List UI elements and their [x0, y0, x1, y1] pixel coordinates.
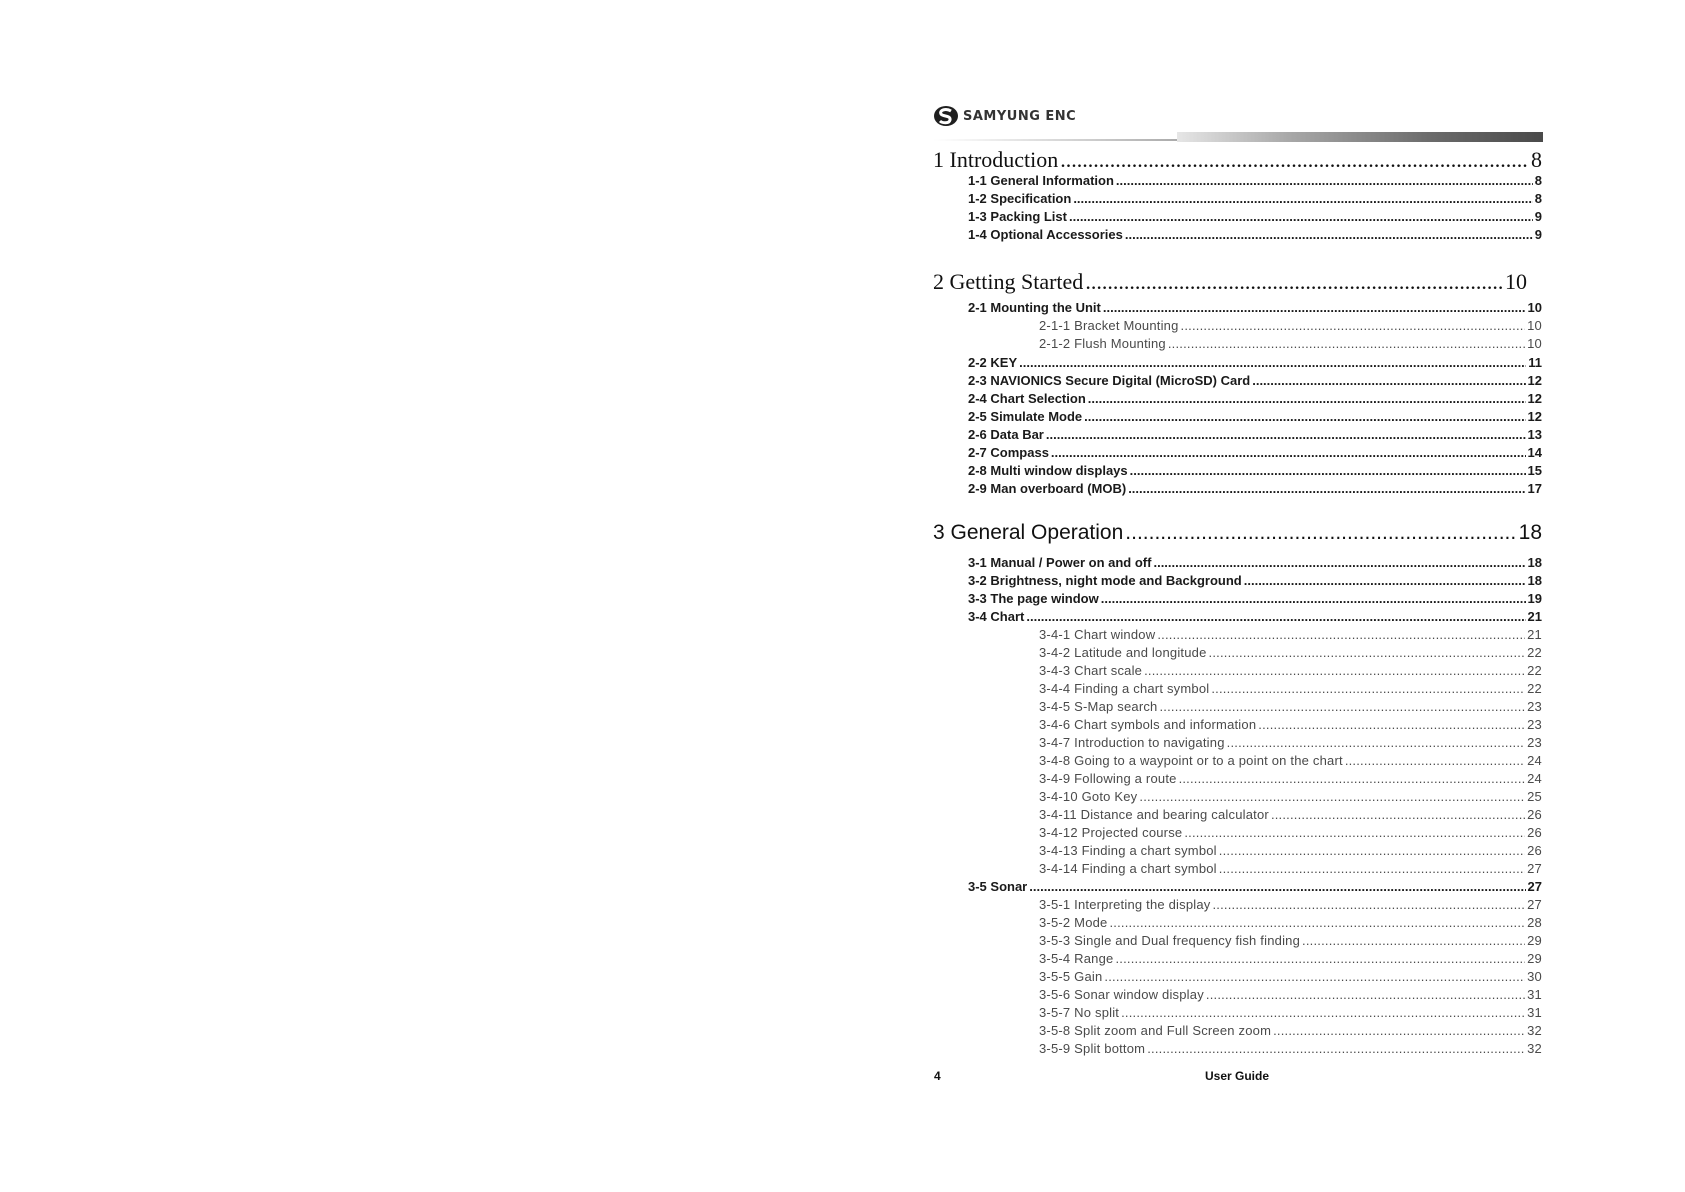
- toc-section[interactable]: [968, 409, 1542, 426]
- dot-leader: [1147, 1041, 1525, 1056]
- toc-section[interactable]: [968, 391, 1542, 408]
- toc-section-page-number: 14: [1527, 445, 1542, 460]
- dot-leader: [1109, 915, 1525, 930]
- toc-section-label: 3-2 Brightness, night mode and Background: [968, 573, 1242, 588]
- toc-subsection[interactable]: [1039, 717, 1542, 734]
- dot-leader: [1029, 879, 1525, 894]
- toc-section-label: 2-3 NAVIONICS Secure Digital (MicroSD) Card: [968, 373, 1251, 388]
- toc-subsection[interactable]: [1039, 318, 1542, 335]
- dot-leader: [1069, 209, 1533, 224]
- toc-subsection[interactable]: [1039, 861, 1542, 878]
- toc-section-page-number: 13: [1527, 427, 1542, 442]
- toc-subsection-page-number: 22: [1527, 681, 1542, 696]
- dot-leader: [1212, 897, 1525, 912]
- toc-section[interactable]: [968, 191, 1542, 208]
- toc-subsection-label: 2-1-2 Flush Mounting: [1039, 336, 1166, 351]
- toc-section-page-number: 12: [1527, 409, 1542, 424]
- toc-subsection-page-number: 29: [1527, 933, 1542, 948]
- footer-page-number: 4: [934, 1069, 941, 1083]
- toc-subsection-page-number: 22: [1527, 663, 1542, 678]
- toc-section-label: 3-4 Chart: [968, 609, 1025, 624]
- dot-leader: [1115, 951, 1525, 966]
- toc-section-page-number: 18: [1527, 573, 1542, 588]
- dot-leader: [1088, 391, 1526, 406]
- toc-subsection-label: 3-5-7 No split: [1039, 1005, 1120, 1020]
- toc-section-label: 2-6 Data Bar: [968, 427, 1044, 442]
- toc-section-label: 3-1 Manual / Power on and off: [968, 555, 1152, 570]
- toc-subsection-page-number: 21: [1527, 627, 1542, 642]
- toc-chapter-label: 1 Introduction: [933, 147, 1059, 172]
- toc-section-page-number: 15: [1527, 463, 1542, 478]
- toc-subsection[interactable]: [1039, 843, 1542, 860]
- logo-text: SAMYUNG ENC: [963, 108, 1077, 124]
- dot-leader: [1211, 681, 1525, 696]
- toc-subsection[interactable]: [1039, 825, 1542, 842]
- dot-leader: [1252, 373, 1525, 388]
- toc-subsection[interactable]: [1039, 1023, 1542, 1040]
- dot-leader: [1121, 1005, 1525, 1020]
- toc-section[interactable]: [968, 573, 1542, 590]
- toc-section-label: 2-9 Man overboard (MOB): [968, 481, 1127, 496]
- toc-section-page-number: 11: [1528, 355, 1542, 370]
- toc-subsection-label: 3-4-11 Distance and bearing calculator: [1039, 807, 1269, 822]
- dot-leader: [1125, 227, 1533, 242]
- toc-subsection-page-number: 31: [1527, 1005, 1542, 1020]
- toc-section-page-number: 21: [1527, 609, 1542, 624]
- toc-section-label: 1-3 Packing List: [968, 209, 1067, 224]
- toc-section-page-number: 10: [1527, 300, 1542, 315]
- toc-subsection-label: 3-4-3 Chart scale: [1039, 663, 1143, 678]
- dot-leader: [1181, 318, 1526, 333]
- dot-leader: [1139, 789, 1525, 804]
- dot-leader: [1206, 987, 1525, 1002]
- toc-section-page-number: 12: [1527, 391, 1542, 406]
- toc-section[interactable]: [968, 445, 1542, 462]
- dot-leader: [1153, 555, 1525, 570]
- toc-subsection-label: 3-4-14 Finding a chart symbol: [1039, 861, 1217, 876]
- toc-subsection-label: 3-5-4 Range: [1039, 951, 1114, 966]
- toc-section-label: 2-8 Multi window displays: [968, 463, 1128, 478]
- toc-section[interactable]: [968, 209, 1542, 226]
- toc-section-label: 1-4 Optional Accessories: [968, 227, 1123, 242]
- toc-subsection-page-number: 23: [1527, 735, 1542, 750]
- toc-section[interactable]: [968, 173, 1542, 190]
- toc-subsection-page-number: 29: [1527, 951, 1542, 966]
- toc-section-page-number: 9: [1534, 227, 1542, 242]
- toc-section[interactable]: [968, 481, 1542, 498]
- toc-chapter[interactable]: [933, 521, 1542, 547]
- toc-chapter-page-number: 10: [1505, 269, 1527, 294]
- toc-subsection-label: 3-4-1 Chart window: [1039, 627, 1156, 642]
- dot-leader: [1168, 336, 1525, 351]
- dot-leader: [1184, 825, 1525, 840]
- toc-section[interactable]: [968, 300, 1542, 317]
- toc-subsection-page-number: 26: [1527, 843, 1542, 858]
- toc-subsection-label: 3-4-10 Goto Key: [1039, 789, 1138, 804]
- toc-subsection-page-number: 25: [1527, 789, 1542, 804]
- toc-subsection[interactable]: [1039, 627, 1542, 644]
- dot-leader: [1051, 445, 1526, 460]
- toc-section[interactable]: [968, 373, 1542, 390]
- toc-section-page-number: 18: [1527, 555, 1542, 570]
- dot-leader: [1271, 807, 1525, 822]
- toc-subsection[interactable]: [1039, 753, 1542, 770]
- footer-title: User Guide: [1205, 1069, 1270, 1083]
- toc-subsection-page-number: 32: [1527, 1041, 1542, 1056]
- toc-subsection[interactable]: [1039, 1005, 1542, 1022]
- toc-subsection-label: 3-4-8 Going to a waypoint or to a point on the chart: [1039, 753, 1343, 768]
- toc-subsection[interactable]: [1039, 915, 1542, 932]
- toc-section-page-number: 9: [1534, 209, 1542, 224]
- toc-subsection[interactable]: [1039, 789, 1542, 806]
- dot-leader: [1244, 573, 1526, 588]
- dot-leader: [1084, 409, 1525, 424]
- dot-leader: [1019, 355, 1526, 370]
- toc-section-label: 2-4 Chart Selection: [968, 391, 1086, 406]
- toc-section[interactable]: [968, 591, 1542, 608]
- toc-subsection[interactable]: [1039, 663, 1542, 680]
- toc-subsection[interactable]: [1039, 897, 1542, 914]
- dot-leader: [1159, 699, 1525, 714]
- toc-subsection-page-number: 26: [1527, 807, 1542, 822]
- toc-section-page-number: 17: [1527, 481, 1542, 496]
- toc-subsection-page-number: 24: [1527, 753, 1542, 768]
- dot-leader: [1258, 717, 1525, 732]
- dot-leader: [1073, 191, 1532, 206]
- dot-leader: [1157, 627, 1525, 642]
- dot-leader: [1046, 427, 1526, 442]
- toc-subsection-label: 3-4-12 Projected course: [1039, 825, 1183, 840]
- toc-subsection[interactable]: [1039, 951, 1542, 968]
- toc-section-label: 2-2 KEY: [968, 355, 1018, 370]
- dot-leader: [1219, 861, 1525, 876]
- dot-leader: [1125, 521, 1516, 545]
- toc-subsection-label: 3-5-2 Mode: [1039, 915, 1108, 930]
- toc-chapter-label: 3 General Operation: [933, 521, 1124, 544]
- toc-section-label: 2-5 Simulate Mode: [968, 409, 1083, 424]
- dot-leader: [1104, 969, 1525, 984]
- toc-section-page-number: 12: [1527, 373, 1542, 388]
- toc-subsection-label: 3-5-8 Split zoom and Full Screen zoom: [1039, 1023, 1272, 1038]
- toc-section[interactable]: [968, 463, 1542, 480]
- toc-section-label: 3-3 The page window: [968, 591, 1099, 606]
- dot-leader: [1103, 300, 1526, 315]
- toc-section-label: 1-2 Specification: [968, 191, 1072, 206]
- toc-subsection-label: 3-5-6 Sonar window display: [1039, 987, 1204, 1002]
- toc-section-page-number: 19: [1527, 591, 1542, 606]
- toc-subsection-page-number: 24: [1527, 771, 1542, 786]
- toc-section[interactable]: [968, 227, 1542, 244]
- dot-leader: [1179, 771, 1526, 786]
- toc-subsection-page-number: 28: [1527, 915, 1542, 930]
- dot-leader: [1209, 645, 1526, 660]
- toc-section-page-number: 8: [1534, 191, 1542, 206]
- toc-subsection[interactable]: [1039, 969, 1542, 986]
- toc-subsection[interactable]: [1039, 336, 1542, 353]
- toc-subsection-page-number: 27: [1527, 861, 1542, 876]
- toc-section-page-number: 8: [1534, 173, 1542, 188]
- toc-subsection-page-number: 22: [1527, 645, 1542, 660]
- dot-leader: [1101, 591, 1526, 606]
- toc-subsection-label: 3-4-5 S-Map search: [1039, 699, 1158, 714]
- toc-subsection-label: 3-5-9 Split bottom: [1039, 1041, 1146, 1056]
- dot-leader: [1273, 1023, 1525, 1038]
- toc-subsection[interactable]: [1039, 699, 1542, 716]
- toc-subsection-page-number: 10: [1527, 336, 1542, 351]
- dot-leader: [1060, 147, 1529, 173]
- toc-section[interactable]: [968, 355, 1542, 372]
- toc-subsection-label: 3-5-3 Single and Dual frequency fish finding: [1039, 933, 1301, 948]
- dot-leader: [1302, 933, 1525, 948]
- dot-leader: [1085, 269, 1503, 295]
- toc-chapter-label: 2 Getting Started: [933, 269, 1084, 294]
- dot-leader: [1144, 663, 1525, 678]
- toc-subsection[interactable]: [1039, 1041, 1542, 1058]
- toc-subsection-page-number: 27: [1527, 897, 1542, 912]
- toc-subsection[interactable]: [1039, 645, 1542, 662]
- toc-subsection-label: 3-4-2 Latitude and longitude: [1039, 645, 1207, 660]
- toc-section[interactable]: [968, 609, 1542, 626]
- toc-section-label: 3-5 Sonar: [968, 879, 1028, 894]
- toc-subsection-page-number: 23: [1527, 717, 1542, 732]
- toc-subsection-label: 3-5-5 Gain: [1039, 969, 1103, 984]
- toc-subsection-page-number: 30: [1527, 969, 1542, 984]
- dot-leader: [1128, 481, 1525, 496]
- toc-subsection-page-number: 31: [1527, 987, 1542, 1002]
- toc-subsection[interactable]: [1039, 681, 1542, 698]
- toc-subsection-label: 3-4-13 Finding a chart symbol: [1039, 843, 1217, 858]
- toc-section[interactable]: [968, 879, 1542, 896]
- toc-subsection-page-number: 23: [1527, 699, 1542, 714]
- dot-leader: [1219, 843, 1525, 858]
- toc-subsection-label: 2-1-1 Bracket Mounting: [1039, 318, 1179, 333]
- toc-section[interactable]: [968, 555, 1542, 572]
- dot-leader: [1345, 753, 1525, 768]
- dot-leader: [1130, 463, 1526, 478]
- toc-subsection[interactable]: [1039, 987, 1542, 1004]
- toc-subsection-label: 3-4-4 Finding a chart symbol: [1039, 681, 1210, 696]
- toc-chapter[interactable]: [933, 269, 1527, 295]
- toc-chapter-page-number: 8: [1531, 147, 1542, 172]
- toc-subsection-page-number: 10: [1527, 318, 1542, 333]
- toc-chapter-page-number: 18: [1518, 521, 1542, 544]
- toc-subsection[interactable]: [1039, 807, 1542, 824]
- toc-section[interactable]: [968, 427, 1542, 444]
- toc-subsection-label: 3-4-7 Introduction to navigating: [1039, 735, 1225, 750]
- toc-section-label: 2-7 Compass: [968, 445, 1049, 460]
- toc-chapter[interactable]: [933, 147, 1542, 173]
- toc-subsection[interactable]: [1039, 771, 1542, 788]
- dot-leader: [1026, 609, 1525, 624]
- toc-section-page-number: 27: [1527, 879, 1542, 894]
- toc-subsection-label: 3-4-9 Following a route: [1039, 771, 1177, 786]
- toc-subsection[interactable]: [1039, 735, 1542, 752]
- toc-subsection[interactable]: [1039, 933, 1542, 950]
- toc-section-label: 1-1 General Information: [968, 173, 1114, 188]
- toc-subsection-label: 3-4-6 Chart symbols and information: [1039, 717, 1257, 732]
- toc-subsection-page-number: 26: [1527, 825, 1542, 840]
- toc-subsection-page-number: 32: [1527, 1023, 1542, 1038]
- toc-subsection-label: 3-5-1 Interpreting the display: [1039, 897, 1211, 912]
- dot-leader: [1227, 735, 1525, 750]
- dot-leader: [1116, 173, 1533, 188]
- toc-section-label: 2-1 Mounting the Unit: [968, 300, 1101, 315]
